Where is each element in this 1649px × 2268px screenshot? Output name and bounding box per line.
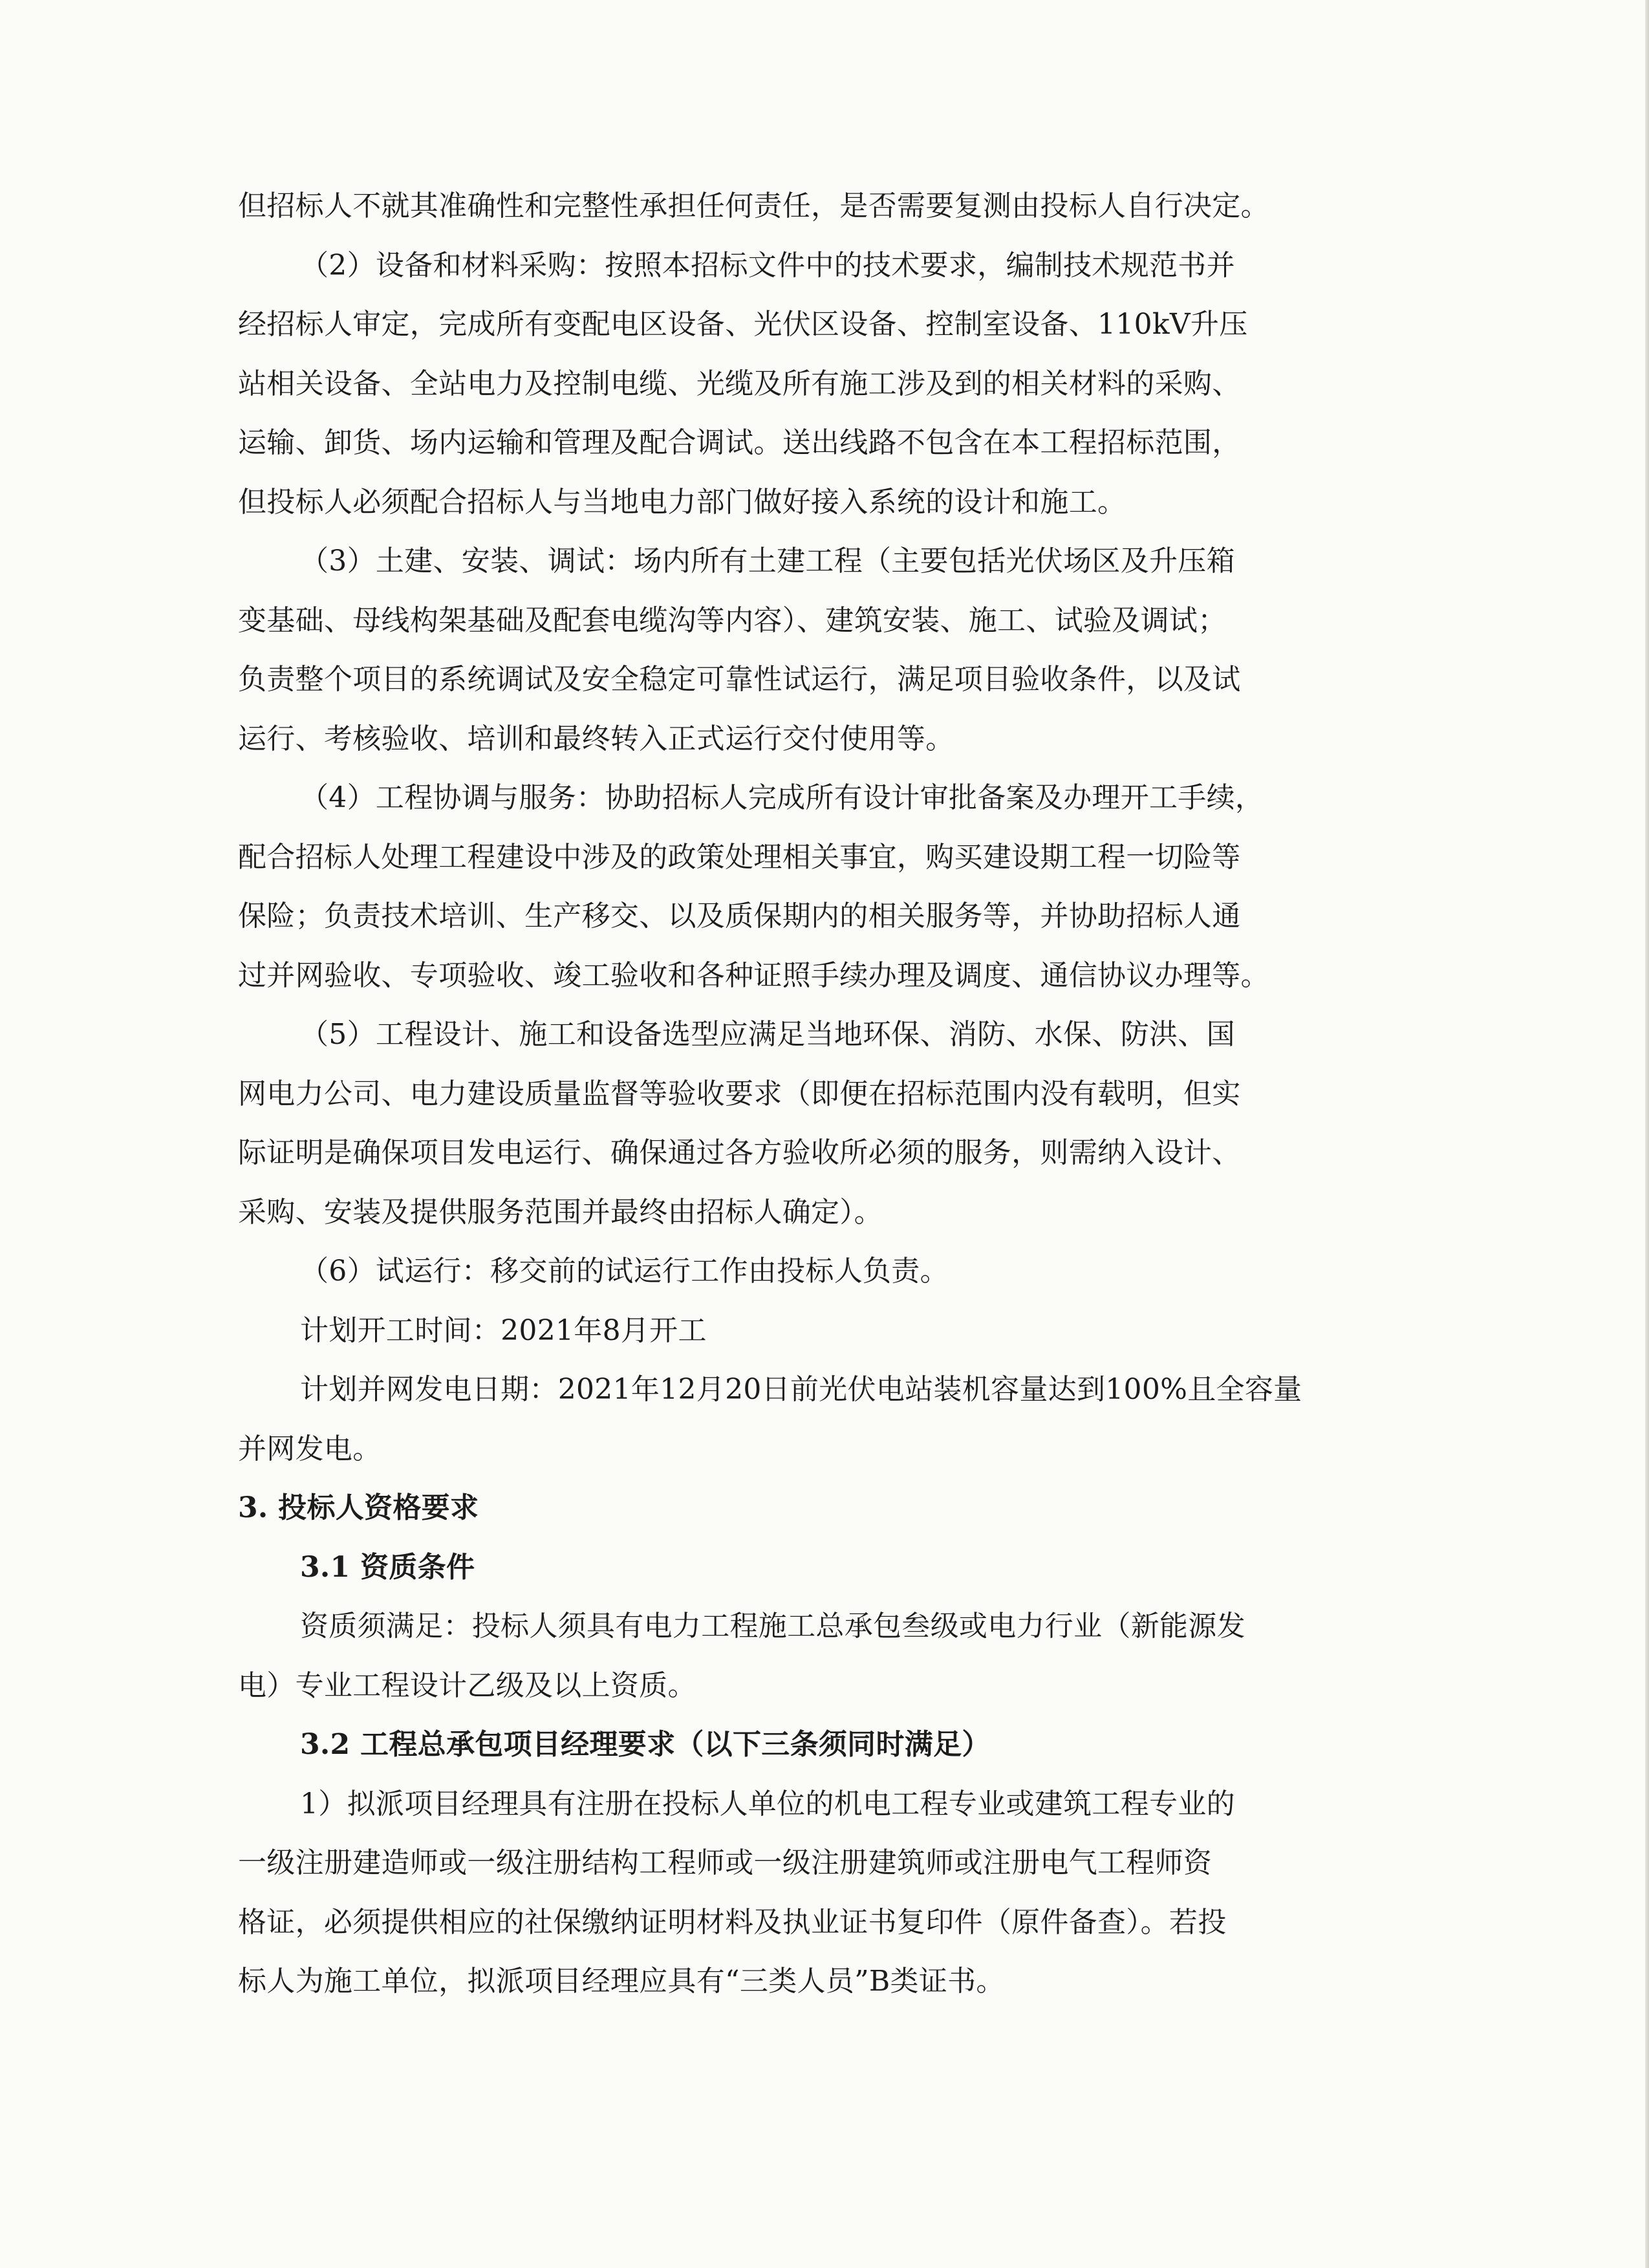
text-line: 1）拟派项目经理具有注册在投标人单位的机电工程专业或建筑工程专业的 [300,1787,1235,1820]
text-line: 并网发电。 [238,1432,382,1465]
text-line: 保险；负责技术培训、生产移交、以及质保期内的相关服务等，并协助招标人通 [238,900,1241,933]
document-page [238,186,1370,2021]
text-line: 站相关设备、全站电力及控制电缆、光缆及所有施工涉及到的相关材料的采购、 [238,367,1241,400]
text-line: 际证明是确保项目发电运行、确保通过各方验收所必须的服务，则需纳入设计、 [238,1136,1241,1169]
text-line: 但招标人不就其准确性和完整性承担任何责任，是否需要复测由投标人自行决定。 [238,189,1269,222]
text-line: 格证，必须提供相应的社保缴纳证明材料及执业证书复印件（原件备查）。若投 [238,1905,1227,1939]
text-line: 资质须满足：投标人须具有电力工程施工总承包叁级或电力行业（新能源发 [300,1610,1245,1643]
text-line: 计划并网发电日期：2021年12月20日前光伏电站装机容量达到100%且全容量 [300,1373,1302,1406]
scan-edge [1645,0,1649,2268]
text-line: 负责整个项目的系统调试及安全稳定可靠性试运行，满足项目验收条件，以及试 [238,663,1241,696]
text-line: 网电力公司、电力建设质量监督等验收要求（即便在招标范围内没有载明，但实 [238,1077,1241,1110]
text-line: 一级注册建造师或一级注册结构工程师或一级注册建筑师或注册电气工程师资 [238,1846,1212,1879]
subsection-heading: 3.1 资质条件 [300,1550,475,1584]
text-line: （4）工程协调与服务：协助招标人完成所有设计审批备案及办理开工手续， [300,781,1264,814]
text-line: 但投标人必须配合招标人与当地电力部门做好接入系统的设计和施工。 [238,485,1126,519]
text-line: 经招标人审定，完成所有变配电区设备、光伏区设备、控制室设备、110kV升压 [238,308,1248,341]
text-line: （3）土建、安装、调试：场内所有土建工程（主要包括光伏场区及升压箱 [300,545,1235,578]
text-line: 电）专业工程设计乙级及以上资质。 [238,1669,696,1702]
text-line: 变基础、母线构架基础及配套电缆沟等内容）、建筑安装、施工、试验及调试； [238,603,1227,637]
text-line: 运行、考核验收、培训和最终转入正式运行交付使用等。 [238,722,954,755]
text-line: 采购、安装及提供服务范围并最终由招标人确定）。 [238,1195,883,1229]
text-line: （5）工程设计、施工和设备选型应满足当地环保、消防、水保、防洪、国 [300,1018,1235,1051]
subsection-heading: 3.2 工程总承包项目经理要求（以下三条须同时满足） [300,1728,991,1761]
text-line: （6）试运行：移交前的试运行工作由投标人负责。 [300,1255,949,1288]
text-line: 标人为施工单位，拟派项目经理应具有“三类人员”B类证书。 [238,1965,1005,1998]
text-line: 配合招标人处理工程建设中涉及的政策处理相关事宜，购买建设期工程一切险等 [238,840,1241,874]
text-line: 计划开工时间：2021年8月开工 [300,1313,707,1347]
text-line: 运输、卸货、场内运输和管理及配合调试。送出线路不包含在本工程招标范围， [238,426,1241,459]
text-line: （2）设备和材料采购：按照本招标文件中的技术要求，编制技术规范书并 [300,248,1235,282]
text-line: 过并网验收、专项验收、竣工验收和各种证照手续办理及调度、通信协议办理等。 [238,958,1269,992]
section-heading: 3. 投标人资格要求 [238,1491,479,1524]
